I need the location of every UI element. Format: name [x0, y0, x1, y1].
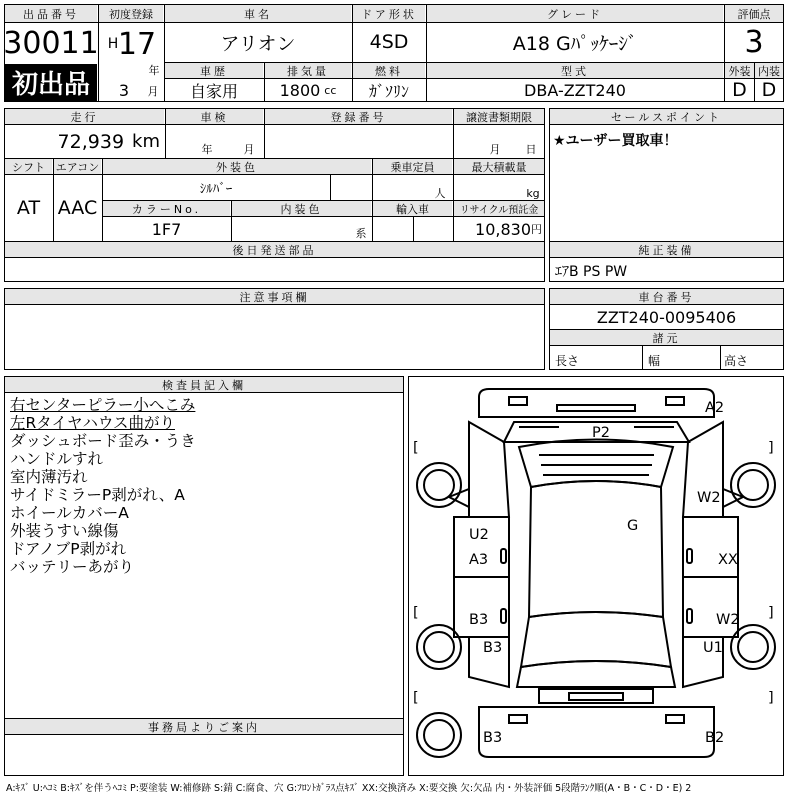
- era-label: H: [107, 36, 119, 52]
- capacity-unit: 人: [434, 187, 446, 200]
- reg-no-label: 登録番号: [265, 109, 452, 124]
- int-rating: D: [761, 79, 777, 101]
- color-no: 1F7: [151, 219, 182, 239]
- bracket: [: [413, 440, 419, 456]
- chassis-label: 車台番号: [550, 289, 783, 304]
- int-color-label: 内装色: [232, 201, 371, 216]
- capacity-label: 乗車定員: [373, 159, 452, 174]
- ext-color: ｼﾙﾊﾞｰ: [199, 182, 233, 197]
- ext-color-label: 外装色: [103, 159, 371, 174]
- import-label: 輸入車: [373, 201, 452, 216]
- score: 3: [744, 24, 764, 60]
- transfer-month-unit: 月: [489, 143, 501, 156]
- sales-point-text: ★ユーザー買取車！: [553, 133, 678, 149]
- door-type: 4SD: [369, 31, 409, 53]
- fuel-label: 燃料: [353, 63, 425, 78]
- inspector-line: ドアノブP剥がれ: [10, 540, 127, 558]
- ext-rating: D: [732, 79, 747, 101]
- shift: AT: [16, 197, 41, 219]
- lot-no: 30011: [3, 25, 99, 61]
- later-parts-label: 後日発送部品: [5, 242, 544, 257]
- recycle-value: 10,830: [475, 219, 531, 239]
- inspector-line: 左Rタイヤハウス曲がり: [10, 414, 175, 432]
- car-name: アリオン: [220, 32, 296, 55]
- color-no-label: カラーNo.: [103, 201, 230, 216]
- transfer-day-unit: 日: [525, 143, 537, 156]
- bracket: ]: [768, 690, 774, 706]
- equipment-label: 純正装備: [550, 242, 783, 257]
- model-code: DBA-ZZT240: [524, 80, 626, 100]
- damage-mark: W2: [697, 490, 721, 506]
- bracket: ]: [768, 440, 774, 456]
- office-label: 事務局よりご案内: [5, 719, 403, 734]
- first-listing-badge: 初出品: [5, 64, 97, 101]
- width-label: 幅: [648, 354, 661, 368]
- damage-mark: B3: [483, 640, 503, 656]
- mileage-unit: km: [132, 131, 160, 152]
- damage-mark: G: [627, 518, 639, 534]
- recycle-unit: 円: [531, 223, 542, 236]
- displacement-value: 1800: [279, 80, 321, 100]
- displacement: [265, 79, 351, 101]
- inspection-label: 車検: [166, 109, 263, 124]
- damage-mark: B3: [483, 730, 503, 746]
- fuel: ｶﾞｿﾘﾝ: [368, 81, 409, 101]
- damage-mark: W2: [716, 612, 740, 628]
- reg-year: 17: [117, 26, 157, 62]
- mileage-value: 72,939: [57, 130, 125, 153]
- length-label: 長さ: [555, 354, 580, 368]
- grade-label: グレード: [427, 5, 723, 22]
- reg-month: 3: [118, 80, 130, 100]
- load-unit: kg: [526, 186, 540, 200]
- inspector-label: 検査員記入欄: [5, 377, 403, 392]
- inspector-line: ハンドルすれ: [10, 450, 104, 468]
- inspector-line: ホイールカバーA: [10, 504, 129, 522]
- inspector-line: 右センターピラー小へこみ: [10, 396, 196, 414]
- displacement-unit: cc: [324, 83, 337, 97]
- damage-mark: P2: [592, 425, 610, 441]
- history-label: 車歴: [165, 63, 263, 78]
- ext-label: 外装: [725, 63, 754, 78]
- ac-label: エアコン: [55, 160, 100, 174]
- load-label: 最大積載量: [454, 159, 544, 174]
- notes-label: 注意事項欄: [5, 289, 544, 304]
- damage-mark: U1: [703, 640, 723, 656]
- bracket: ]: [768, 605, 774, 621]
- bracket: [: [413, 690, 419, 706]
- score-label: 評価点: [725, 5, 783, 22]
- first-reg-label: 初度登録: [99, 5, 163, 22]
- inspector-line: サイドミラーP剥がれ、A: [10, 486, 185, 504]
- equipment-text: ｴｱB PS PW: [555, 264, 628, 280]
- ac: AAC: [57, 197, 98, 219]
- mileage: [5, 125, 164, 158]
- inspector-line: 外装うすい線傷: [10, 522, 119, 540]
- int-label: 内装: [755, 63, 783, 78]
- shift-label: シフト: [5, 159, 52, 174]
- history: 自家用: [189, 81, 238, 101]
- height-label: 高さ: [724, 354, 749, 368]
- month-unit: 月: [147, 85, 159, 98]
- int-color-unit: 系: [355, 227, 367, 240]
- damage-mark: XX: [718, 552, 738, 568]
- grade: A18 Gﾊﾟｯｹｰｼﾞ: [512, 32, 638, 55]
- recycle: [454, 217, 544, 241]
- chassis-number: ZZT240-0095406: [596, 307, 737, 327]
- model-label: 型式: [427, 63, 723, 78]
- transfer-label: 譲渡書類期限: [454, 109, 544, 124]
- damage-mark: B2: [705, 730, 725, 746]
- inspector-line: バッテリーあがり: [10, 558, 135, 576]
- inspector-line: 室内薄汚れ: [10, 468, 88, 486]
- door-label: ドア形状: [353, 5, 425, 22]
- damage-mark: A2: [705, 400, 725, 416]
- dims-label: 諸元: [550, 330, 783, 345]
- sales-point-label: セールスポイント: [550, 109, 783, 124]
- insp-month-unit: 月: [243, 143, 255, 156]
- bracket: [: [413, 605, 419, 621]
- inspector-line: ダッシュボード歪み・うき: [10, 432, 196, 450]
- damage-mark: B3: [469, 612, 489, 628]
- displacement-label: 排気量: [265, 63, 351, 78]
- insp-year-unit: 年: [201, 143, 213, 156]
- sales-point-section: [549, 108, 784, 242]
- recycle-label: リサイクル預託金: [454, 201, 544, 216]
- damage-mark: U2: [469, 527, 489, 543]
- car-name-label: 車名: [165, 5, 351, 22]
- damage-mark: A3: [469, 552, 489, 568]
- mileage-label: 走行: [5, 109, 164, 124]
- lot-no-label: 出品番号: [5, 5, 97, 22]
- year-unit: 年: [148, 64, 160, 77]
- legend-text: A:ｷｽﾞ U:ﾍｺﾐ B:ｷｽﾞを伴うﾍｺﾐ P:要塗装 W:補修跡 S:錆 C:腐食、穴 G:ﾌﾛﾝﾄｶﾞﾗｽ点ｷｽﾞ XX:交換済み X:要交換 欠:欠品 内・外装評価 5段階ﾗﾝｸ順(A・B・C・D・E) 2: [6, 783, 692, 794]
